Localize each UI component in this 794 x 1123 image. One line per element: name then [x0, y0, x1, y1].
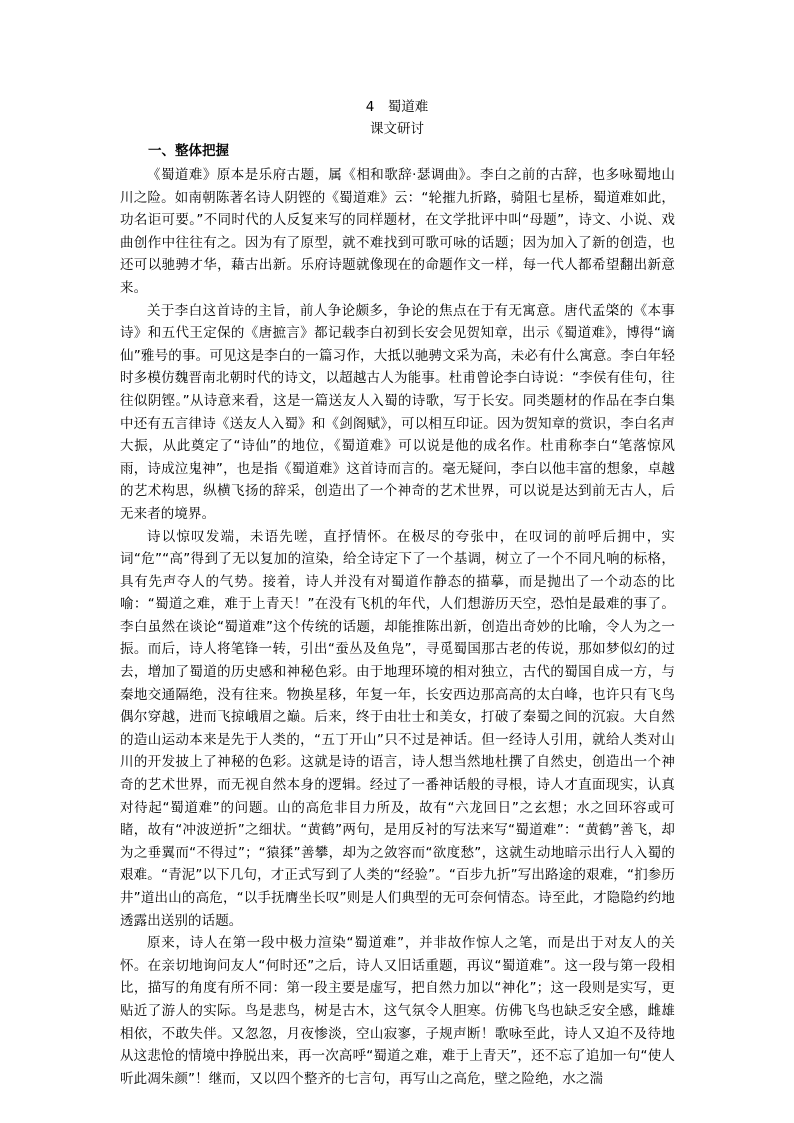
- section-heading: 一、整体把握: [148, 143, 229, 159]
- paragraph: 诗以惊叹发端，未语先嗟，直抒情怀。在极尽的夸张中，在叹词的前呼后拥中，实词“危”“高”得到了无以复加的渲染，给全诗定下了一个基调，树立了一个不同凡响的标格，具有先声夺人的气势。接着，诗人并没有对蜀道作静态的描摹，而是抛出了一个动态的比喻：“蜀道之难，难于上青天！”在没有飞机的年代，人们想游历天空，恐怕是最难的事了。李白虽然在谈论“蜀道难”这个传统的话题，却能推陈出新，创造出奇妙的比喻，令人为之一振。而后，诗人将笔锋一转，引出“蚕丛及鱼凫”，寻觅蜀国那古老的传说，那如梦似幻的过去，增加了蜀道的历史感和神秘色彩。由于地理环境的相对独立，古代的蜀国自成一方，与秦地交通隔绝，没有往来。物换星移，年复一年，长安西边那高高的太白峰，也许只有飞鸟偶尔穿越，进而飞掠峨眉之巅。后来，终于由壮士和美女，打破了秦蜀之间的沉寂。大自然的造山运动本来是先于人类的，“五丁开山”只不过是神话。但一经诗人引用，就给人类对山川的开发披上了神秘的色彩。这就是诗的语言，诗人想当然地杜撰了自然史，创造出一个神奇的艺术世界，而无视自然本身的逻辑。经过了一番神话般的寻根，诗人才直面现实，认真对待起“蜀道难”的问题。山的高危非目力所及，故有“六龙回日”之玄想；水之回环容或可睹，故有“冲波逆折”之细状。“黄鹤”两句，是用反衬的写法来写“蜀道难”：“黄鹤”善飞，却为之垂翼而“不得过”；“猿猱”善攀，却为之敛容而“欲度愁”，这就生动地暗示出行人入蜀的艰难。“青泥”以下几句，才正式写到了人类的“经验”。“百步九折”写出路途的艰难，“扪参历井”道出山的高危，“以手抚膺坐长叹”则是人们典型的无可奈何情态。诗至此，才隐隐约约地透露出送别的话题。: [120, 528, 675, 929]
- paragraph: 关于李白这首诗的主旨，前人争论颇多，争论的焦点在于有无寓意。唐代孟棨的《本事诗》和五代王定保的《唐摭言》都记载李白初到长安会见贺知章，出示《蜀道难》，博得“谪仙”雅号的事。可见这是李白的一篇习作，大抵以驰骋文采为高，未必有什么寓意。李白年轻时多模仿魏晋南北朝时代的诗文，以超越古人为能事。杜甫曾论李白诗说：“李侯有佳句，往往似阴铿。”从诗意来看，这是一篇送友人入蜀的诗歌，写于长安。同类题材的作品在李白集中还有五言律诗《送友人入蜀》和《剑阁赋》，可以相互印证。因为贺知章的赏识，李白名声大振，从此奠定了“诗仙”的地位，《蜀道难》可以说是他的成名作。杜甫称李白“笔落惊风雨，诗成泣鬼神”，也是指《蜀道难》这首诗而言的。毫无疑问，李白以他丰富的想象，卓越的艺术构思，纵横飞扬的辞采，创造出了一个神奇的艺术世界，可以说是达到前无古人，后无来者的境界。: [120, 302, 675, 522]
- document-body: [120, 164, 675, 1090]
- document-title: 4 蜀道难: [365, 99, 429, 115]
- paragraph: 原来，诗人在第一段中极力渲染“蜀道难”，并非故作惊人之笔，而是出于对友人的关怀。在亲切地询问友人“何时还”之后，诗人又旧话重题，再议“蜀道难”。这一段与第一段相比，描写的角度有所不同：第一段主要是虚写，把自然力加以“神化”；这一段则是实写，更贴近了游人的实际。鸟是悲鸟，树是古木，这气氛令人胆寒。仿佛飞鸟也缺乏安全感，雌雄相依，不敢失伴。又忽忽，月夜惨淡，空山寂寥，子规声断！歌咏至此，诗人又迫不及待地从这悲怆的情境中挣脱出来，再一次高呼“蜀道之难，难于上青天”，还不忘了追加一句“使人听此凋朱颜”！继而，又以四个整齐的七言句，再写山之高危，壁之险绝，水之湍: [120, 935, 675, 1087]
- document-subtitle: 课文研讨: [370, 121, 424, 137]
- paragraph: 《蜀道难》原本是乐府古题，属《相和歌辞·瑟调曲》。李白之前的古辞，也多咏蜀地山川之险。如南朝陈著名诗人阴铿的《蜀道难》云：“轮摧九折路，骑阻七星桥，蜀道难如此，功名讵可要。”不同时代的人反复来写的同样题材，在文学批评中叫“母题”，诗文、小说、戏曲创作中往往有之。因为有了原型，就不难找到可歌可咏的话题；因为加入了新的创造，也还可以驰骋才华，藉古出新。乐府诗题就像现在的命题作文一样，每一代人都希望翻出新意来。: [120, 167, 675, 296]
